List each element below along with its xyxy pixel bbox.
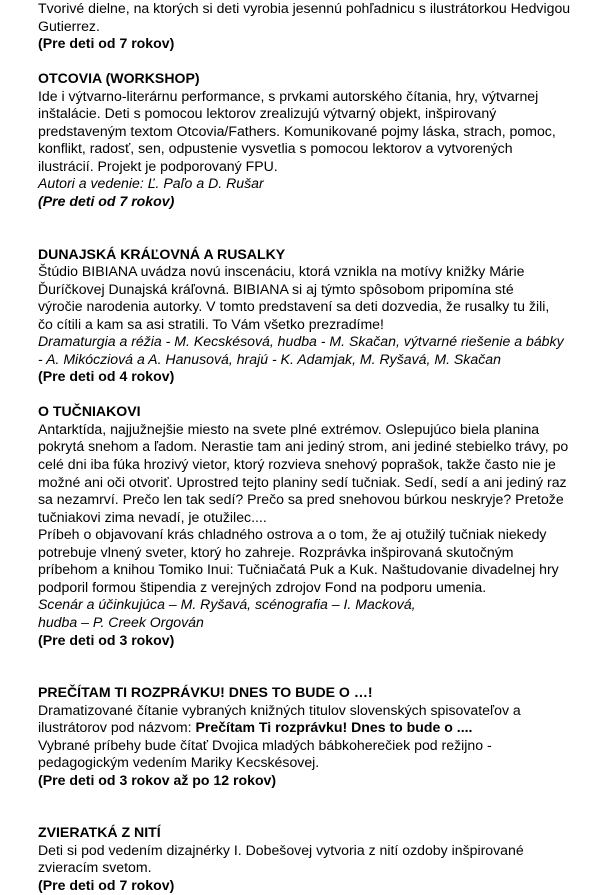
zvieratka-section [38,824,598,894]
otcovia-age: (Pre deti od 7 rokov) [38,192,175,209]
precitam-line: Dramatizované čítanie vybraných knižných titulov slovenských spisovateľov a [38,701,521,718]
tucniak-line: podporil formou štipendia z verejných zdrojov Fond na podporu umenia. [38,578,487,595]
dunajska-line: Ďuríčkovej Dunajská kráľovná. BIBIANA si aj týmto spôsobom pripomína sté [38,280,514,297]
tucniak-line: potrebuje vlnený sveter, ktorý ho zahreje. Rozprávka inšpirovaná skutočným [38,543,514,560]
intro-line: Tvorivé dielne, na ktorých si deti vyrobia jesennú pohľadnicu s ilustrátorkou Hedvigou [38,0,571,16]
dunajska-age: (Pre deti od 4 rokov) [38,368,175,385]
otcovia-section [38,70,598,210]
precitam-title: PREČÍTAM TI ROZPRÁVKU! DNES TO BUDE O …! [38,684,373,701]
tucniak-line: celé dni iba fúka hrozivý vietor, ktorý rozvieva snehový poprašok, takže často nie je [38,456,556,473]
precitam-age: (Pre deti od 3 rokov až po 12 rokov) [38,771,277,788]
otcovia-title: OTCOVIA (WORKSHOP) [38,70,200,87]
zvieratka-title: ZVIERATKÁ Z NITÍ [38,824,161,841]
dunajska-credits: - A. Mikócziová a A. Hanusová, hrajú - K. Adamjak, M. Ryšavá, M. Skačan [38,350,501,367]
zvieratka-line: Deti si pod vedením dizajnérky I. Dobešovej vytvoria z nití ozdoby inšpirované [38,841,524,858]
precitam-line: Vybrané príbehy bude čítať Dvojica mladých bábkoherečiek pod režijno - [38,736,492,753]
otcovia-credits: Autori a vedenie: Ľ. Paľo a D. Rušar [38,175,264,192]
otcovia-line: inštalácie. Deti s pomocou lektorov zrealizujú výtvarný objekt, inšpirovaný [38,105,497,122]
precitam-section [38,684,598,789]
tucniak-age: (Pre deti od 3 rokov) [38,631,175,648]
precitam-program-name: Prečítam Ti rozprávku! Dnes to bude o .... [195,719,473,736]
tucniak-credits: Scenár a účinkujúca – M. Ryšavá, scénografia – I. Macková, [38,596,416,613]
tucniak-line: pokrytá snehom a ľadom. Nerastie tam ani jediný strom, ani jediné stebielko trávy, po [38,438,569,455]
zvieratka-age: (Pre deti od 7 rokov) [38,876,175,893]
tucniak-line: tučniakovi zima nevadí, je otužilec.... [38,508,267,525]
dunajska-line: výročie narodenia autorky. V tomto predstavení sa deti dozvedia, že rusalky tu žili, [38,298,550,315]
intro-age: (Pre deti od 7 rokov) [38,35,175,52]
tucniak-line: sa nezamrví. Prečo len tak sedí? Prečo sa pred snehovou búrkou neskryje? Pretože [38,491,564,508]
tucniak-line: možné ani oči otvoriť. Uprostred tejto planiny sedí tučniak. Sedí, sedí a ani jediný raz [38,473,567,490]
otcovia-line: Ide i výtvarno-literárnu performance, s prvkami autorského čítania, hry, výtvarnej [38,87,539,104]
document-page [38,0,598,895]
dunajska-title: DUNAJSKÁ KRÁĽOVNÁ A RUSALKY [38,245,286,262]
tucniak-line: Príbeh o objavovaní krás chladného ostrova a o tom, že aj otužilý tučniak niekedy [38,526,547,543]
otcovia-line: predstaveným textom Otcovia/Fathers. Komunikované pojmy láska, strach, pomoc, [38,122,556,139]
tucniak-title: O TUČNIAKOVI [38,403,141,420]
tucniak-section [38,403,598,649]
otcovia-line: ilustrácií. Projekt je podporovaný FPU. [38,157,278,174]
precitam-line: pedagogickým vedením Mariky Kecskésovej. [38,754,320,771]
dunajska-credits: Dramaturgia a réžia - M. Kecskésová, hudba - M. Skačan, výtvarné riešenie a bábky [38,333,564,350]
tucniak-credits: hudba – P. Creek Orgován [38,613,204,630]
intro-section [38,0,598,53]
otcovia-line: konflikt, radosť, sen, odpustenie vysvetlia s pomocou lektorov a vytvorených [38,140,513,157]
dunajska-line: Štúdio BIBIANA uvádza novú inscenáciu, ktorá vznikla na motívy knižky Márie [38,263,525,280]
zvieratka-line: zvieracím svetom. [38,859,152,876]
precitam-line [38,719,598,737]
tucniak-line: príbehom a knihou Tomiko Inui: Tučniačatá Puk a Kuk. Naštudovanie divadelnej hry [38,561,559,578]
precitam-line-prefix: ilustrátorov pod názvom: [38,719,196,736]
dunajska-line: čo cítili a kam sa asi stratili. To Vám všetko prezradíme! [38,315,384,332]
dunajska-section [38,246,598,386]
intro-line: Gutierrez. [38,17,100,34]
tucniak-line: Antarktída, najjužnejšie miesto na svete plné extrémov. Oslepujúco biela planina [38,420,540,437]
